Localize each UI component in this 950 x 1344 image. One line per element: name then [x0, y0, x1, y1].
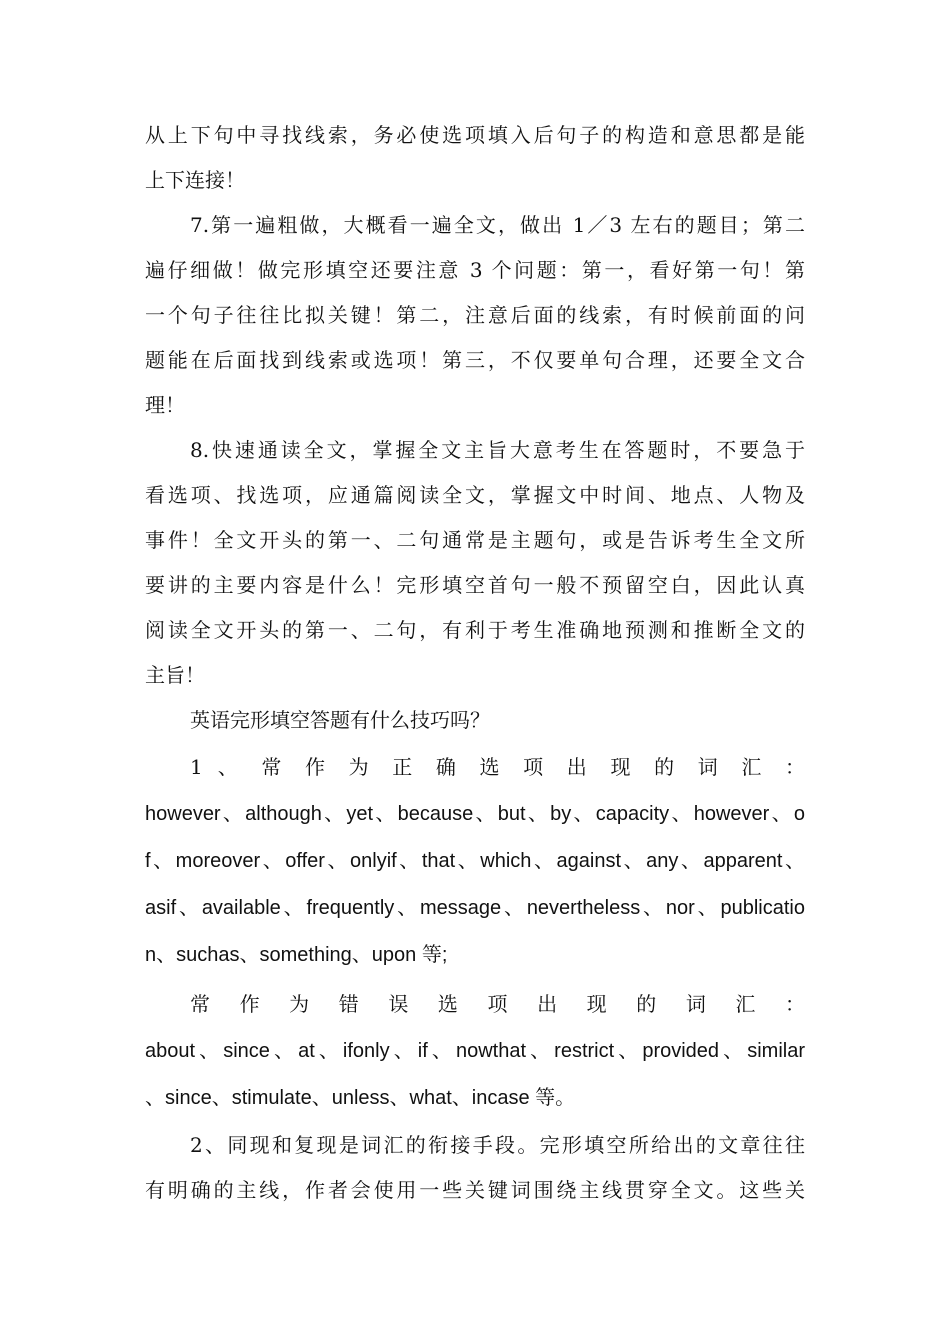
text-line: 要讲的主要内容是什么！完形填空首句一般不预留空白，因此认真 [145, 573, 805, 597]
text-line: 看选项、找选项，应通篇阅读全文，掌握文中时间、地点、人物及 [145, 483, 805, 507]
text-line: 阅读全文开头的第一、二句，有利于考生准确地预测和推断全文的 [145, 618, 805, 642]
text-line: 有明确的主线，作者会使用一些关键词围绕主线贯穿全文。这些关 [145, 1178, 805, 1202]
text-line: 理！ [145, 393, 185, 417]
text-line: 主旨！ [145, 663, 205, 687]
text-line: 一个句子往往比拟关键！第二，注意后面的线索，有时候前面的问 [145, 303, 805, 327]
text-line: 上下连接！ [145, 168, 245, 192]
text-line: 2、同现和复现是词汇的衔接手段。完形填空所给出的文章往往 [190, 1133, 805, 1157]
text-line: 从上下句中寻找线索，务必使选项填入后句子的构造和意思都是能 [145, 123, 805, 147]
text-line: asif、available、frequently、message、nevertheless、nor、publicatio [145, 897, 805, 919]
text-line: 7.第一遍粗做，大概看一遍全文，做出 1／3 左右的题目；第二 [190, 213, 805, 237]
text-line: 8.快速通读全文，掌握全文主旨大意考生在答题时，不要急于 [190, 438, 805, 462]
section-heading: 英语完形填空答题有什么技巧吗？ [190, 708, 490, 732]
text-line: f、moreover、offer、onlyif、that、which、against、any、apparent、 [145, 850, 805, 872]
text-line: 事件！全文开头的第一、二句通常是主题句，或是告诉考生全文所 [145, 528, 805, 552]
text-line: 1 、 常 作 为 正 确 选 项 出 现 的 词 汇 ： [190, 755, 805, 779]
text-line: 、since、stimulate、unless、what、incase 等。 [145, 1087, 576, 1109]
text-line: n、suchas、something、upon 等; [145, 944, 448, 966]
text-line: however、although、yet、because、but、by、capacity、however、o [145, 803, 805, 825]
text-line: 题能在后面找到线索或选项！第三，不仅要单句合理，还要全文合 [145, 348, 805, 372]
text-line: 常 作 为 错 误 选 项 出 现 的 词 汇 ： [190, 992, 805, 1016]
text-line: 遍仔细做！做完形填空还要注意 3 个问题：第一，看好第一句！第 [145, 258, 805, 282]
text-line: about、since、at、ifonly、if、nowthat、restrict、provided、similar [145, 1040, 805, 1062]
